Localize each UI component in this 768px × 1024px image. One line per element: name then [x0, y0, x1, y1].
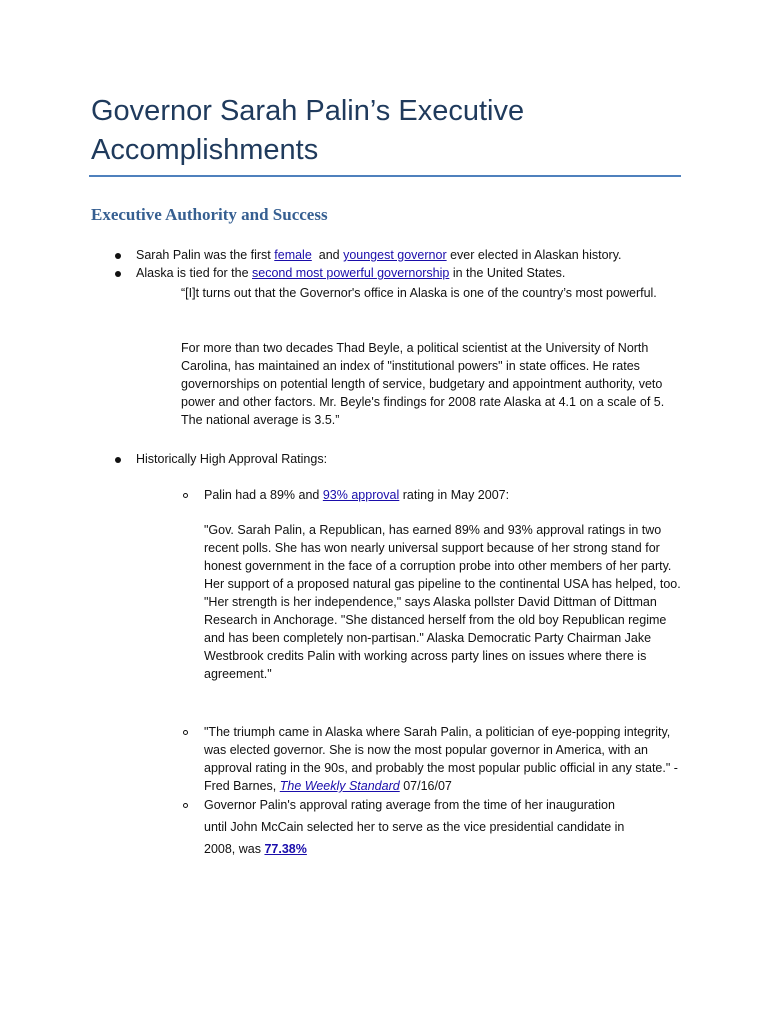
document-title: Governor Sarah Palin’s Executive Accomplishments: [91, 95, 525, 166]
sub-bullet-text: Palin had a 89% and: [204, 488, 323, 502]
link-youngest-governor[interactable]: youngest governor: [343, 248, 447, 262]
bullet-dot: [115, 253, 121, 259]
sub-bullet-text: until John McCain selected her to serve as the vice presidential candidate in: [204, 820, 625, 834]
bullet-powerful-governorship: [136, 264, 696, 282]
bullet-approval-ratings: Historically High Approval Ratings:: [136, 452, 328, 466]
sub-bullet-may-2007: [204, 486, 684, 504]
sub-bullet-fred-barnes: [204, 723, 684, 795]
quote-usa-today: "Gov. Sarah Palin, a Republican, has earned 89% and 93% approval ratings in two recent polls. She has won nearly universal support because of her strong stand for honest government in the face of a corruption probe into other members of her party. Her support of a proposed natural gas pipeline to the continental USA has helped, too. "Her strength is her independence," says Alaska pollster David Dittman of Dittman Research in Anchorage. "She distanced herself from the old boy Republican regime and has been completely non-partisan." Alaska Democratic Party Chairman Jake Westbrook credits Palin with working across party lines on issues where there is agreement.": [204, 523, 681, 681]
sub-bullet-text: Governor Palin's approval rating average from the time of her inauguration: [204, 798, 615, 812]
title-underline: [89, 175, 681, 177]
sub-bullet-circle: [183, 493, 188, 498]
quote-beyle-index: For more than two decades Thad Beyle, a political scientist at the University of North Carolina, has maintained an index of "institutional powers" in state offices. He rates governorships on potential length of service, budgetary and appointment authority, veto power and other factors. Mr. Beyle's findings for 2008 rate Alaska at 4.1 on a scale of 5. The national average is 3.5.”: [181, 341, 665, 427]
bullet-dot: [115, 457, 121, 463]
sub-bullet-average-approval: [204, 796, 684, 858]
bullet-text: ever elected in Alaskan history.: [446, 248, 622, 262]
bullet-text: Sarah Palin was the first: [136, 248, 275, 262]
bullet-text: Alaska is tied for the: [136, 266, 253, 280]
section-heading: Executive Authority and Success: [91, 205, 328, 224]
link-77-38-percent[interactable]: 77.38%: [264, 842, 307, 856]
link-weekly-standard[interactable]: The Weekly Standard: [279, 779, 400, 793]
sub-bullet-text: 07/16/07: [399, 779, 452, 793]
sub-bullet-circle: [183, 730, 188, 735]
sub-bullet-text: rating in May 2007:: [399, 488, 510, 502]
sub-bullet-text: 2008, was: [204, 842, 265, 856]
quote-governor-office: “[I]t turns out that the Governor's office in Alaska is one of the country’s most powerful.: [181, 286, 657, 300]
sub-bullet-circle: [183, 803, 188, 808]
bullet-text: in the United States.: [449, 266, 566, 280]
sub-bullet-text: "The triumph came in Alaska where Sarah Palin, a politician of eye-popping integrity, was elected governor. She is now the most popular governor in America, with an approval rating in the 90s, and probably the most popular public official in any state." - Fred Barnes,: [204, 725, 678, 793]
link-female[interactable]: female: [274, 248, 312, 262]
bullet-female-governor: [136, 246, 696, 264]
link-93-approval[interactable]: 93% approval: [322, 488, 400, 502]
link-second-most-powerful[interactable]: second most powerful governorship: [252, 266, 450, 280]
bullet-text: and: [311, 248, 344, 262]
bullet-dot: [115, 271, 121, 277]
